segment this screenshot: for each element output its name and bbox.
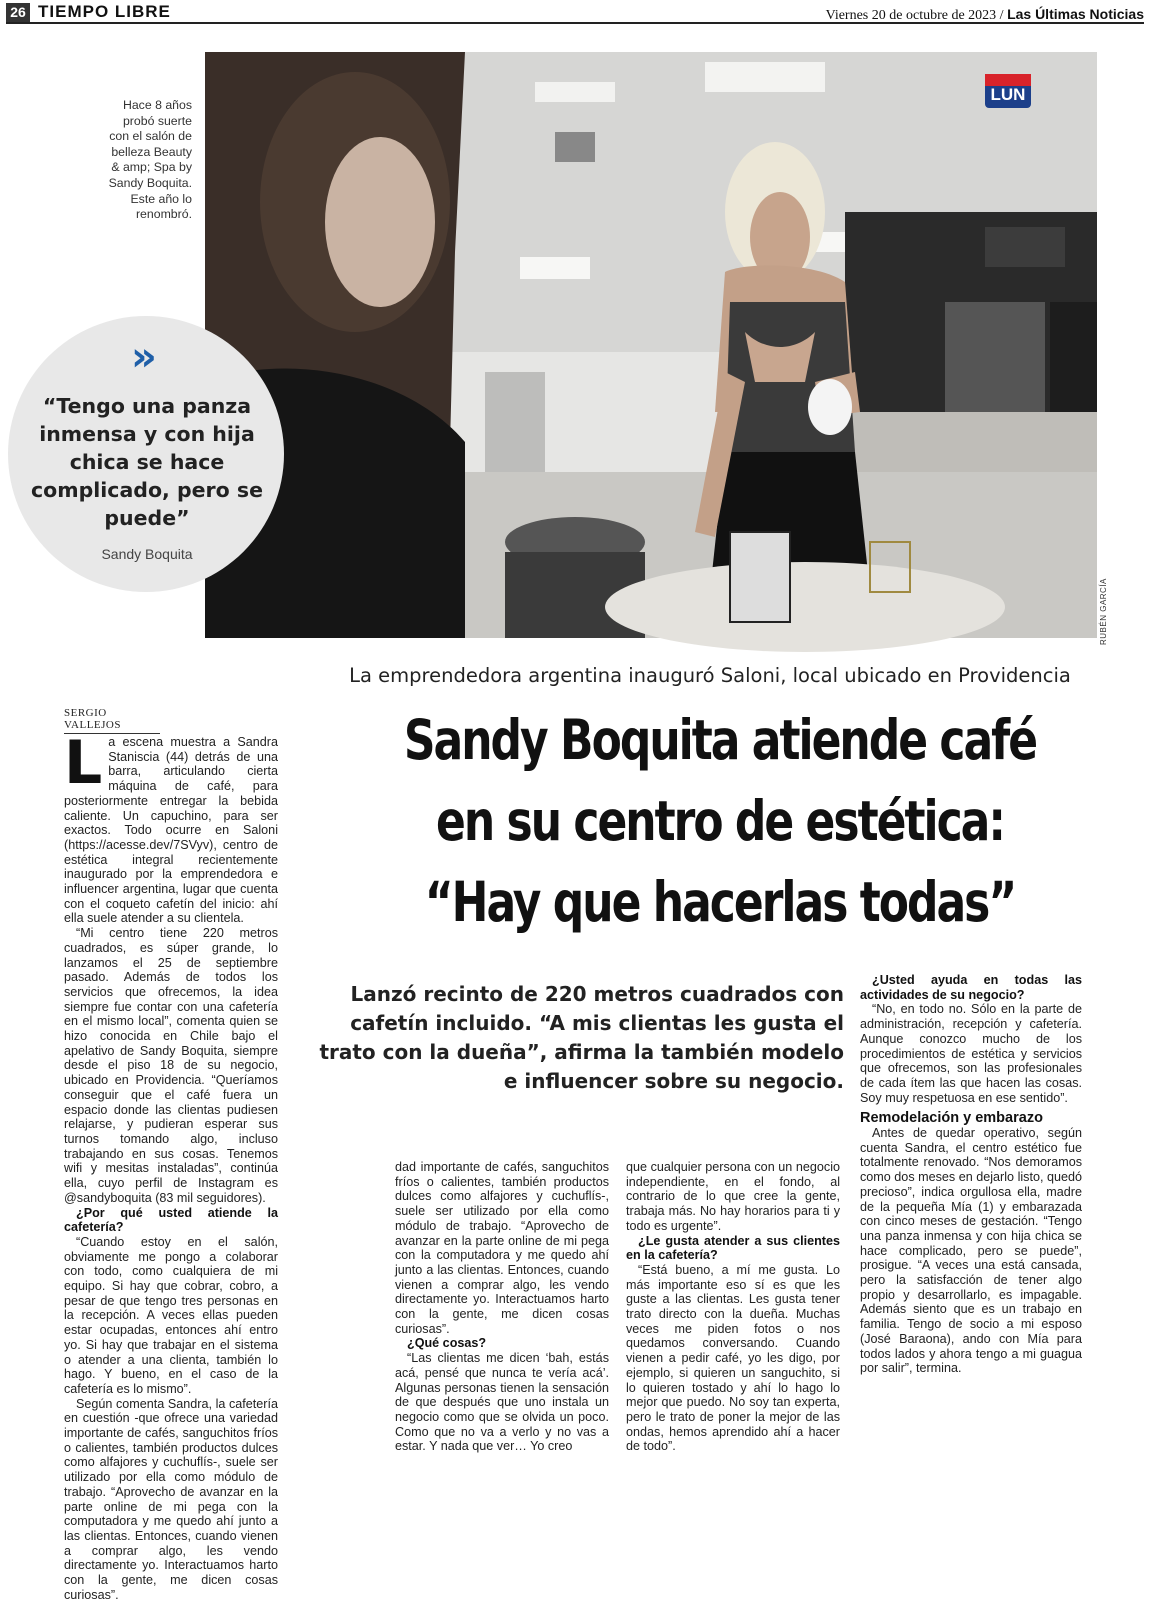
body-paragraph: “Cuando estoy en el salón, obviamente me pongo a colaborar con todo, como cualquiera de mi equipo. Si hay que cobrar, cobro, a pesar de que tengo tres personas en la recepción. A veces ellas pueden estar ocupadas, entonces ahí entro yo. Si hay que trabajar en el sistema o atender a una clienta, también lo hago. Y bueno, en el caso de la cafetería es lo mismo”.	[64, 1234, 278, 1396]
body-paragraph: que cualquier persona con un negocio independiente, en el fondo, al contrario de lo que cree la gente, trabaja más. No hay horarios para ti y todo es urgente”.	[626, 1160, 840, 1233]
byline: SERGIO VALLEJOS	[64, 707, 160, 734]
headline-line-1: Sandy Boquita atiende café	[403, 708, 1037, 772]
deck: Lanzó recinto de 220 metros cuadrados con cafetín incluido. “A mis clientas les gusta el trato con la dueña”, afirma la también modelo e influencer sobre su negocio.	[319, 982, 844, 1093]
body-paragraph: Antes de quedar operativo, según cuenta Sandra, el centro estético fue totalmente renovado. “Nos demoramos como dos meses en dejarlo listo, quedó precioso”, indica orgullosa ella, madre de la pequeña Mía (1) y embarazada con cinco meses de gestación. “Tengo una panza inmensa y con hija chica se hace complicado, pero se puede”, prosigue. “A veces una está cansada, pero la satisfacción de tener algo propio y desarrollarlo, es impagable. Además siento que es un trabajo en familia. Tengo de socio a mi esposo (José Baraona), ando con Mía para todos lados y ahora tengo a mi guagua por salir”, termina.	[860, 1126, 1082, 1376]
interview-question: ¿Por qué usted atiende la cafetería?	[64, 1205, 278, 1235]
kicker: La emprendedora argentina inauguró Saloni, local ubicado en Providencia	[349, 664, 1071, 687]
photo-credit: RUBÉN GARCÍA	[1099, 578, 1108, 645]
page-number: 26	[6, 3, 30, 22]
interview-question: ¿Le gusta atender a sus clientes en la cafetería?	[626, 1233, 840, 1263]
issue-date: Viernes 20 de octubre de 2023	[825, 8, 997, 23]
paragraph-text: a escena muestra a Sandra Staniscia (44) detrás de una barra, articulando cierta máquina de café, para posteriormente entregar la bebida caliente. Un capuchino, para ser exactos. Todo ocurre en Saloni (https://acesse.dev/7SVyv), centro de estética integral recientemente inaugurado por la emprendedora e influencer argentina, lugar que cuenta con el coqueto cafetín del inicio: ahí ella suele atender a su clientela.	[64, 735, 278, 926]
photo-caption: Hace 8 años probó suerte con el salón de belleza Beauty & amp; Spa by Sandy Boquita. Este año lo renombró.	[108, 98, 192, 222]
interview-question: ¿Qué cosas?	[407, 1336, 487, 1351]
body-paragraph: “Mi centro tiene 220 metros cuadrados, es súper grande, lo lanzamos el 25 de septiembre pasado. Además de todos los servicios que ofrecemos, la idea siempre fue contar con una cafetería en el mismo local”, comenta quien se hizo conocida en Chile bajo el apelativo de Sandy Boquita, siempre desde el piso 18 de su negocio, ubicado en Providencia. “Queríamos conseguir que el café fuera un espacio donde las clientas pudiesen relajarse, y pudieran esperar sus turnos tomando algo, incluso trabajando en sus cosas. Tenemos wifi y mesitas instaladas”, continúa ella, cuyo perfil de Instagram es @sandyboquita (83 mil seguidores).	[64, 926, 278, 1205]
pull-quote-author: Sandy Boquita	[101, 546, 193, 562]
body-column-1	[64, 728, 278, 1602]
body-paragraph: dad importante de cafés, sanguchitos fríos o calientes, también productos dulces como alfajores y cuchuflís-, suele ser utilizado por ella como módulo de trabajo. “Aprovecho de avanzar en la parte online de mi pega con la computadora y me quedo ahí junto a las clientas. Entonces, cuando vienen a comprar algo, les vendo directamente yo. Interactuamos harto con la gente, me dicen cosas curiosas”.	[395, 1160, 609, 1336]
lun-logo-text: LUN	[990, 85, 1026, 104]
interview-question: ¿Usted ayuda en todas las actividades de su negocio?	[860, 973, 1082, 1002]
body-column-2	[395, 1160, 609, 1454]
pull-quote-text: “Tengo una panza inmensa y con hija chica se hace complicado, pero se puede”	[30, 394, 263, 530]
page-header	[6, 2, 1144, 24]
drop-cap: L	[64, 728, 103, 798]
main-photo	[205, 52, 1097, 638]
body-paragraph: “Está bueno, a mí me gusta. Lo más importante eso sí es que les guste a las clientas. Les gusta tener trato directo con la dueña. Muchas veces me piden fotos o nos quedamos conversando. Cuando vienen a pedir café, yo les digo, por ejemplo, si quieren un sanguchito, si lo quieren tostado y ahí lo hago lo mejor que puedo. No soy tan experta, pero le trato de poner la mejor de las ondas, hemos aprendido ahí a hacer de todo”.	[626, 1262, 840, 1454]
body-paragraph: “No, en todo no. Sólo en la parte de administración, recepción y cafetería. Aunque conozco mucho de los procedimientos de estética y servicios que ofrecemos, son las profesionales de cada ítem las que hacen las cosas. Soy muy respetuosa en ese sentido”.	[860, 1002, 1082, 1105]
body-paragraph	[64, 728, 278, 926]
body-paragraph: “Las clientas me dicen ‘bah, estás acá, pensé que nunca te vería acá’. Algunas personas tienen la sensación de que después que uno instala un negocio como que se olvida un poco. Como que no va a verlo y no vas a estar. Y nada que ver… Yo creo	[395, 1351, 609, 1454]
headline-line-3: “Hay que hacerlas todas”	[424, 870, 1016, 934]
body-column-4	[860, 973, 1082, 1376]
section-title: TIEMPO LIBRE	[38, 2, 171, 21]
paragraph-text: Según comenta Sandra, la cafetería en cuestión -que ofrece una variedad importante de cafés, sanguchitos fríos o calientes, también productos dulces como alfajores y cuchuflís-, suele ser utilizado por ella como módulo de trabajo. “Aprovecho de avanzar en la parte online de mi pega con la computadora y me quedo ahí junto a las clientas. Entonces, cuando vienen a comprar algo, les vendo directamente yo. Interactuamos harto con la gente, me dicen cosas curiosas”.	[64, 1396, 278, 1602]
headline	[384, 700, 1056, 943]
newspaper-name: Las Últimas Noticias	[1007, 6, 1144, 22]
headline-line-2: en su centro de estética:	[436, 789, 1004, 853]
lun-logo	[985, 74, 1031, 108]
dateline-separator: /	[999, 8, 1004, 23]
dateline	[826, 6, 1144, 24]
photo-illustration	[205, 52, 1097, 638]
quote-chevrons-icon: »	[131, 334, 157, 380]
subheading: Remodelación y embarazo	[860, 1110, 1043, 1127]
body-column-3	[626, 1160, 840, 1454]
body-paragraph	[64, 1396, 278, 1602]
